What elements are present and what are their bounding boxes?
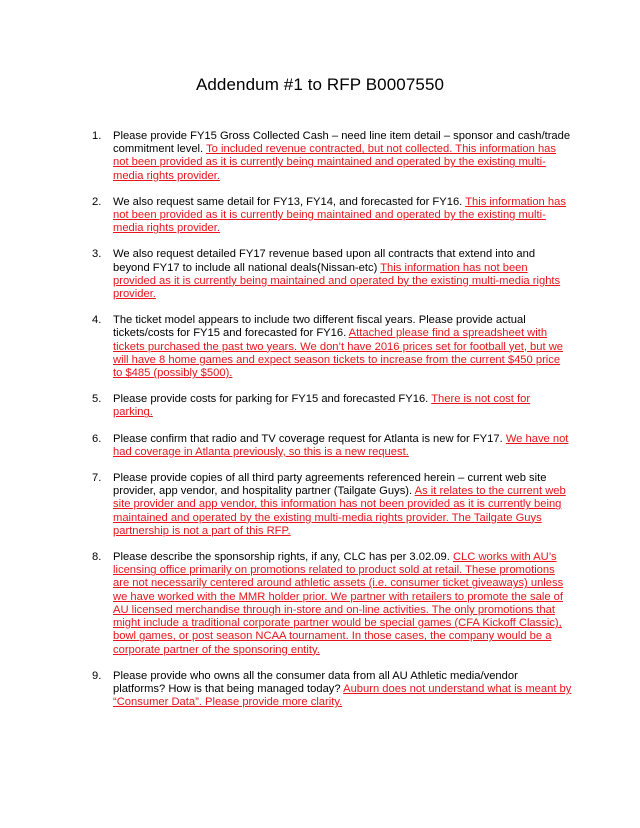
- response-text: Attached please find a spreadsheet with tickets purchased the past two years. We don’t have 2016 prices set for football yet, but we will have 8 home games and expect season tickets to increase from the current $450 price to $485 (possibly $500).: [113, 327, 564, 380]
- item-number: 9.: [92, 669, 102, 682]
- question-text: We also request detailed FY17 revenue based upon all contracts that extend into and beyond FY17 to include all national deals(Nissan-etc): [113, 248, 536, 274]
- list-item: [92, 314, 572, 380]
- item-number: 2.: [92, 195, 102, 208]
- list-item: [92, 130, 572, 183]
- list-item: [92, 248, 572, 301]
- page-title: Addendum #1 to RFP B0007550: [195, 75, 445, 94]
- item-number: 8.: [92, 551, 102, 564]
- response-text: To included revenue contracted, but not collected. This information has not been provided as it is currently being maintained and operated by the existing multi-media rights provider.: [113, 143, 556, 182]
- response-text: Auburn does not understand what is meant by “Consumer Data”. Please provide more clarity.: [113, 682, 572, 709]
- question-text: The ticket model appears to include two different fiscal years. Please provide actual tickets/costs for FY15 and forecasted for FY16.: [113, 314, 526, 340]
- list-item: [92, 670, 572, 710]
- question-text: Please provide costs for parking for FY15 and forecasted FY16.: [113, 393, 432, 406]
- question-text: We also request same detail for FY13, FY14, and forecasted for FY16.: [113, 195, 466, 208]
- question-text: Please describe the sponsorship rights, if any, CLC has per 3.02.09.: [113, 551, 453, 564]
- item-number: 7.: [92, 472, 102, 485]
- response-text: This information has not been provided as it is currently being maintained and operated by the existing multi-media rights provider.: [113, 195, 566, 235]
- question-list: [92, 130, 572, 722]
- question-text: Please provide who owns all the consumer data from all AU Athletic media/vendor platforms? How is that being managed today?: [113, 669, 518, 695]
- list-item: [92, 433, 572, 459]
- item-number: 6.: [92, 432, 102, 445]
- question-text: Please confirm that radio and TV coverage request for Atlanta is new for FY17.: [113, 432, 506, 445]
- list-item: [92, 472, 572, 538]
- list-item: [92, 393, 572, 419]
- response-text: This information has not been provided as it is currently being maintained and operated by the existing multi-media rights provider.: [113, 261, 561, 301]
- response-text: CLC works with AU’s licensing office primarily on promotions related to product sold at retail. These promotions are not necessarily centered around athletic assets (i.e. consumer ticket giveaways) unless we have worked with the MMR holder prior. We partner with retailers to promote the sale of AU licensed merchandise through in-store and on-line activities. The only promotions that might include a traditional corporate partner would be special games (CFA Kickoff Classic), bowl games, or post season NCAA tournament. In those cases, the company would be a corporate partner of the sponsoring entity.: [113, 551, 564, 656]
- response-text: There is not cost for parking.: [113, 393, 531, 419]
- question-text: Please provide FY15 Gross Collected Cash – need line item detail – sponsor and cash/trade commitment level.: [113, 130, 571, 156]
- response-text: We have not had coverage in Atlanta previously, so this is a new request.: [113, 432, 569, 458]
- list-item: [92, 551, 572, 657]
- item-number: 4.: [92, 314, 102, 327]
- response-text: As it relates to the current web site provider and app vendor, this information has not been provided as it is currently being maintained and operated by the existing multi-media rights provider. The Tailgate Guys partnership is not a part of this RFP.: [113, 485, 566, 537]
- item-number: 3.: [92, 248, 102, 261]
- item-number: 5.: [92, 393, 102, 406]
- list-item: [92, 196, 572, 236]
- question-text: Please provide copies of all third party agreements referenced herein – current web site provider, app vendor, and hospitality partner (Tailgate Guys).: [113, 472, 547, 498]
- item-number: 1.: [92, 130, 102, 142]
